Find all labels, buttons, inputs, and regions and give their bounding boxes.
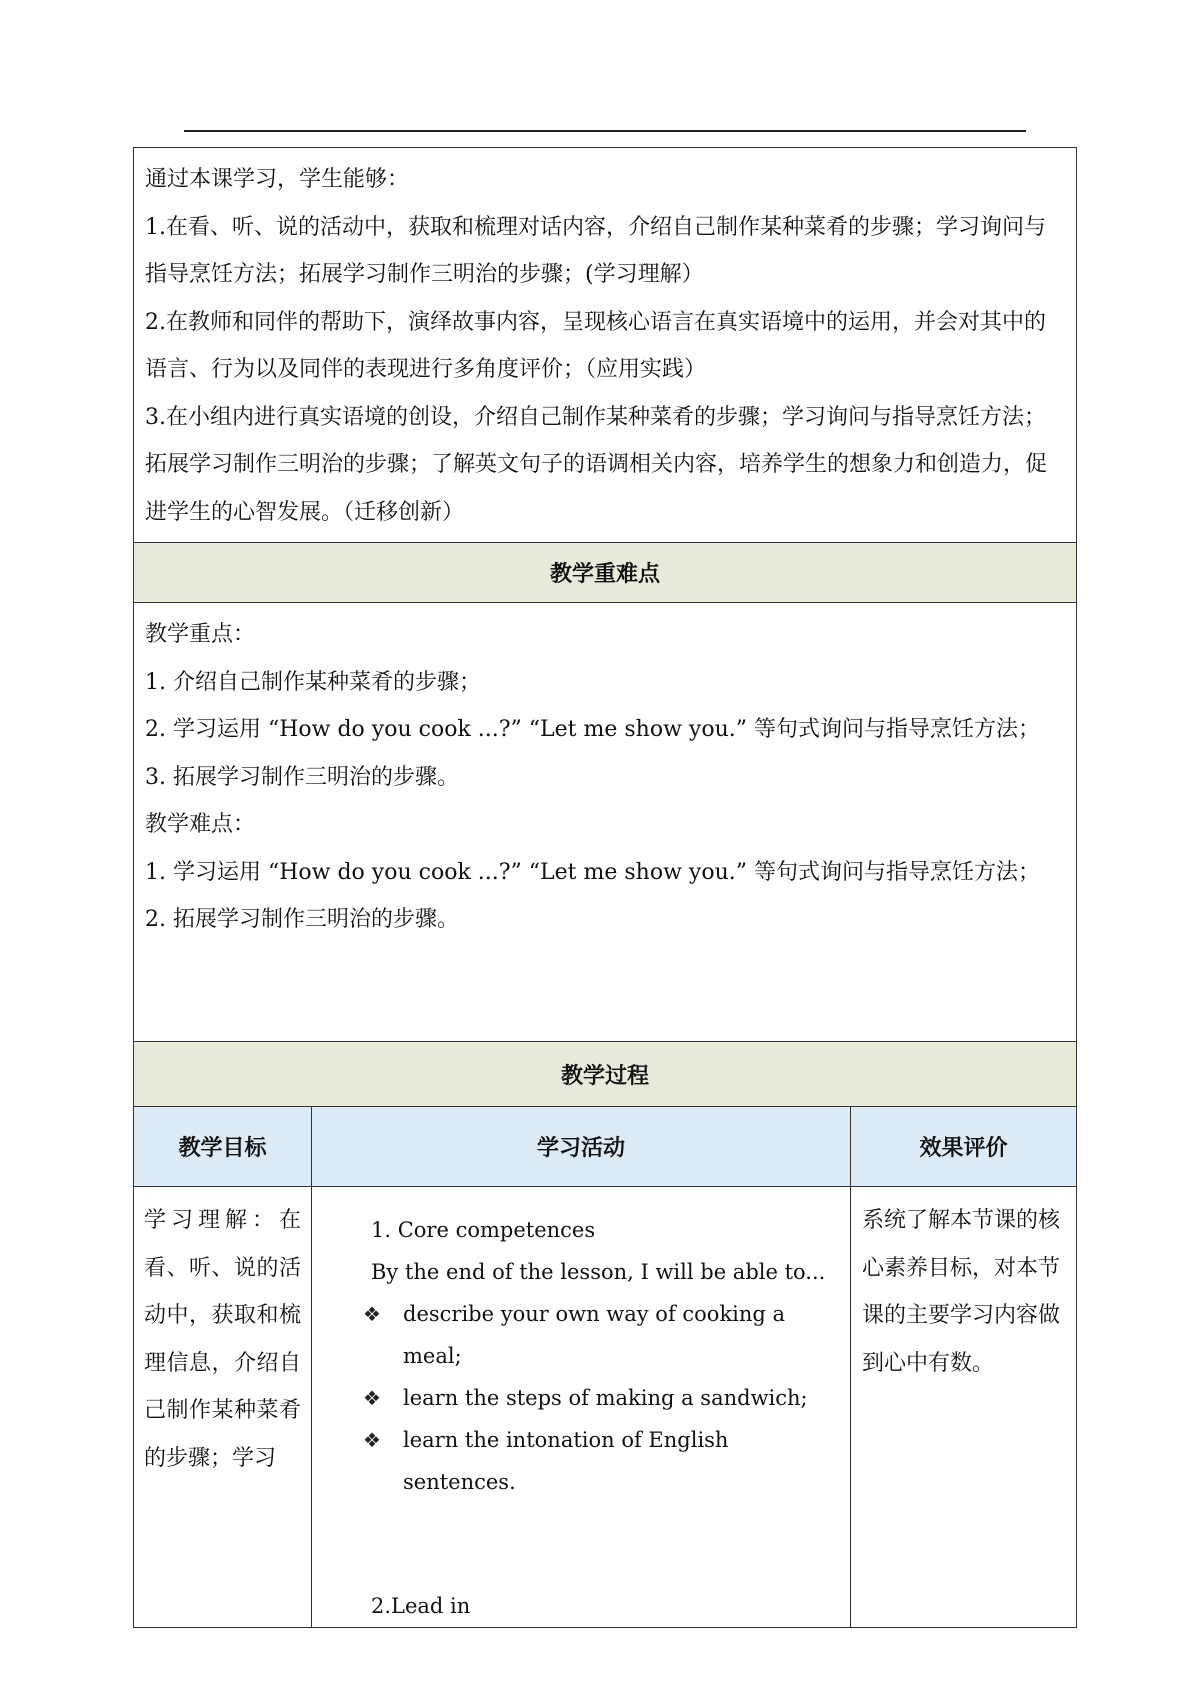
header-rule — [184, 130, 1026, 132]
objective-item-3: 3.在小组内进行真实语境的创设，介绍自己制作某种菜肴的步骤；学习询问与指导烹饪方法；拓展学习制作三明治的步骤；了解英文句子的语调相关内容，培养学生的想象力和创造力，促进学生的心智发展。（迁移创新） — [145, 404, 1048, 525]
list-item — [363, 1377, 840, 1419]
bullet-text: describe your own way of cooking a meal; — [403, 1302, 786, 1368]
focus-item-1: 1. 介绍自己制作某种菜肴的步骤； — [145, 669, 481, 695]
list-item — [363, 1419, 840, 1503]
focus-label: 教学重点： — [145, 622, 256, 647]
goal-text: 学习理解：在看、听、说的活动中，获取和梳理信息，介绍自己制作某种菜肴的步骤；学习 — [144, 1208, 301, 1471]
process-row — [134, 1187, 1077, 1628]
objective-item-1: 1.在看、听、说的活动中，获取和梳理对话内容，介绍自己制作某种菜肴的步骤；学习询问与指导烹饪方法；拓展学习制作三明治的步骤；(学习理解） — [145, 214, 1046, 287]
bullet-text: learn the intonation of English sentences. — [403, 1428, 729, 1494]
objectives-lead: 通过本课学习，学生能够： — [145, 167, 410, 192]
key-points-row — [134, 603, 1077, 1042]
section-1-title: 1. Core competences — [371, 1218, 596, 1242]
key-points-heading-row — [134, 543, 1077, 603]
key-points-heading: 教学重难点 — [134, 543, 1077, 603]
objective-item-2: 2.在教师和同伴的帮助下，演绎故事内容，呈现核心语言在真实语境中的运用，并会对其中的语言、行为以及同伴的表现进行多角度评价；（应用实践） — [145, 309, 1046, 382]
key-points-block — [134, 603, 1076, 950]
evaluation-text: 系统了解本节课的核心素养目标，对本节课的主要学习内容做到心中有数。 — [862, 1208, 1061, 1376]
process-heading: 教学过程 — [134, 1042, 1077, 1107]
diamond-bullet-icon: ❖ — [363, 1302, 381, 1326]
bullet-text: learn the steps of making a sandwich; — [403, 1386, 808, 1410]
column-header-activity: 学习活动 — [312, 1107, 851, 1187]
list-item — [363, 1293, 840, 1377]
section-1-intro: By the end of the lesson, I will be able to... — [371, 1260, 826, 1284]
process-columns-row — [134, 1107, 1077, 1187]
bullet-list — [363, 1293, 840, 1503]
evaluation-cell — [851, 1187, 1076, 1387]
column-header-goal: 教学目标 — [134, 1107, 312, 1187]
focus-item-3: 3. 拓展学习制作三明治的步骤。 — [145, 764, 459, 790]
difficulty-label: 教学难点： — [145, 812, 256, 837]
section-2-title: 2.Lead in — [371, 1594, 471, 1618]
focus-item-2: 2. 学习运用 “How do you cook ...?” “Let me show you.” 等句式询问与指导烹饪方法； — [145, 717, 1040, 742]
column-header-evaluation: 效果评价 — [851, 1107, 1077, 1187]
diamond-bullet-icon: ❖ — [363, 1428, 381, 1452]
diamond-bullet-icon: ❖ — [363, 1386, 381, 1410]
goal-cell — [134, 1187, 311, 1482]
objectives-block — [134, 148, 1076, 542]
difficulty-item-2: 2. 拓展学习制作三明治的步骤。 — [145, 907, 459, 932]
activity-cell — [312, 1187, 850, 1627]
lesson-plan-table — [133, 147, 1077, 1628]
objectives-row — [134, 148, 1077, 543]
difficulty-item-1: 1. 学习运用 “How do you cook ...?” “Let me show you.” 等句式询问与指导烹饪方法； — [145, 859, 1040, 885]
process-heading-row — [134, 1042, 1077, 1107]
